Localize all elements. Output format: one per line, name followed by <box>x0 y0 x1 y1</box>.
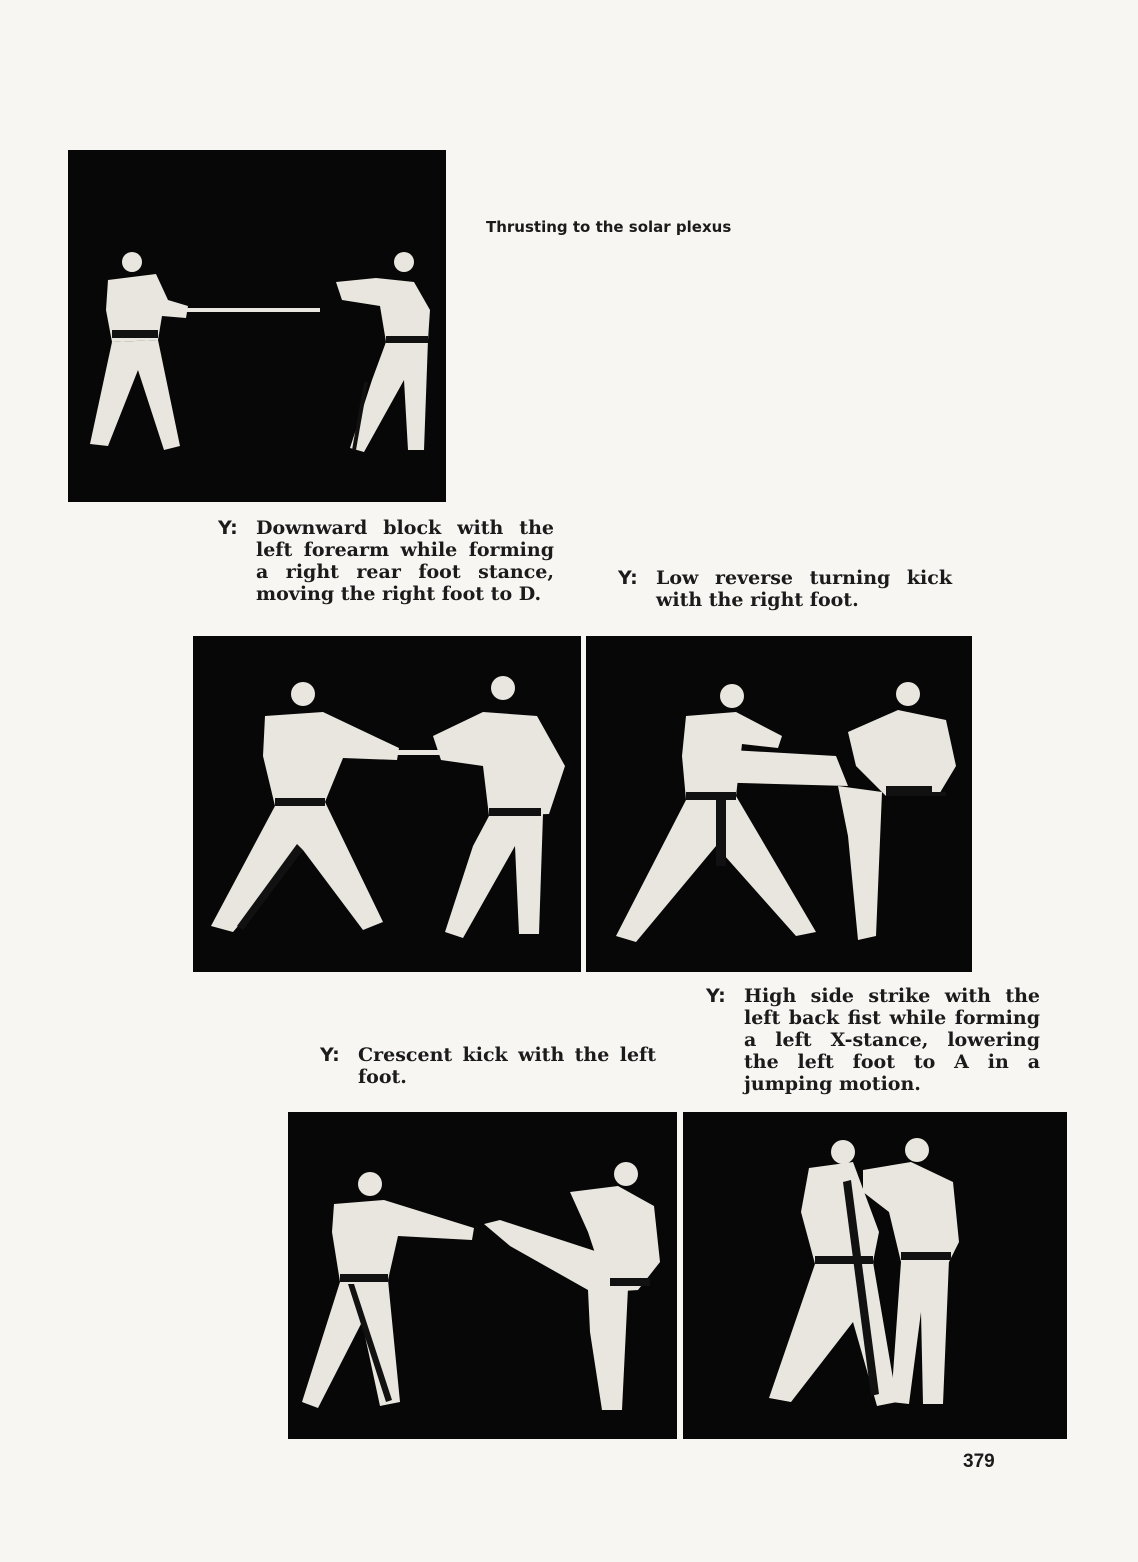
caption-low-reverse-turning-kick <box>618 567 954 617</box>
photo-2-figures <box>193 636 581 972</box>
photo-thrusting-solar-plexus <box>68 150 446 502</box>
page-number: 379 <box>963 1451 995 1472</box>
photo-5-figures <box>683 1112 1067 1439</box>
caption-text: High side strike with the left back fist while forming a left X-stance, lowering the left foot to A in a jumping motion. <box>744 985 1040 1095</box>
photo-high-side-strike <box>683 1112 1067 1439</box>
caption-label: Y: <box>618 567 638 589</box>
photo-low-reverse-turning-kick <box>586 636 972 972</box>
photo-crescent-kick <box>288 1112 677 1439</box>
photo-1-figures <box>68 150 446 502</box>
caption-label: Y: <box>320 1044 340 1066</box>
caption-label: Y: <box>706 985 726 1007</box>
caption-text: Crescent kick with the left foot. <box>358 1044 656 1088</box>
photo-4-figures <box>288 1112 677 1439</box>
caption-text: Downward block with the left forearm while forming a right rear foot stance, moving the right foot to D. <box>256 517 554 605</box>
caption-downward-block <box>218 517 558 617</box>
photo-downward-block <box>193 636 581 972</box>
caption-text: Low reverse turning kick with the right foot. <box>656 567 952 611</box>
caption-crescent-kick <box>320 1044 660 1094</box>
caption-high-side-strike <box>706 985 1040 1109</box>
photo-3-figures <box>586 636 972 972</box>
caption-label: Y: <box>218 517 238 539</box>
top-caption: Thrusting to the solar plexus <box>486 218 732 236</box>
